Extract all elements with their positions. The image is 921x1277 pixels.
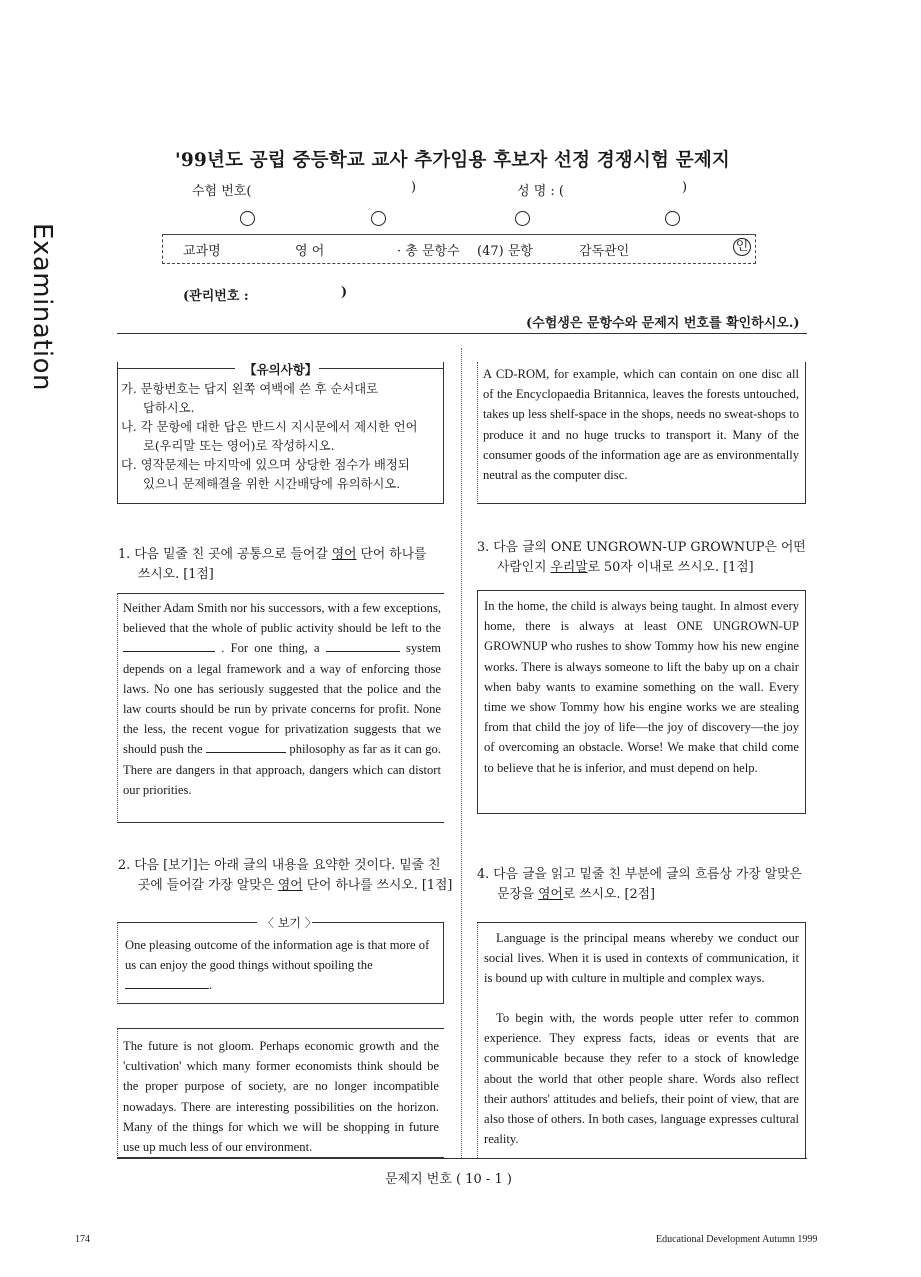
notes-item: 답하시오. — [143, 401, 195, 415]
question-2-instruction: 곳에 들어갈 가장 알맞은 영어 단어 하나를 쓰시오. [1점] — [138, 878, 453, 893]
circle-mark — [515, 211, 530, 226]
notes-rule — [117, 368, 235, 369]
circle-mark — [665, 211, 680, 226]
circle-mark — [371, 211, 386, 226]
question-3-prompt: 3. 다음 글의 ONE UNGROWN-UP GROWNUP은 어떤 — [477, 540, 806, 555]
notes-item: 나. 각 문항에 대한 답은 반드시 지시문에서 제시한 언어 — [121, 420, 418, 434]
notes-item: 로(우리말 또는 영어)로 작성하시오. — [143, 439, 335, 453]
exam-number-label: 수험 번호( — [192, 184, 252, 199]
notes-rule — [317, 368, 444, 369]
footer-divider — [117, 1158, 807, 1159]
management-number-label: (관리번호 : — [183, 289, 249, 304]
management-number-close: ) — [341, 285, 348, 300]
notes-heading: 【유의사항】 — [244, 362, 318, 377]
answer-blank — [326, 641, 400, 652]
name-label: 성 명 : ( — [517, 184, 564, 199]
exam-number-close: ) — [411, 180, 417, 195]
question-2-passage: The future is not gloom. Perhaps economic growth and the 'cultivation' which many former economists think should be the proper purpose of society, are no longer incompatible nowadays. There are interesting possibilities on the horizon. Many of the things for which we will be shopping in future use up much less of our environment. — [123, 1039, 439, 1155]
question-2-prompt: 2. 다음 [보기]는 아래 글의 내용을 요약한 것이다. 밑줄 친 — [118, 858, 441, 873]
question-1-prompt: 1. 다음 밑줄 친 곳에 공통으로 들어갈 영어 단어 하나를 — [118, 547, 427, 562]
question-3-passage: In the home, the child is always being taught. In almost every home, there is always at least ONE UNGROWN-UP GROWNUP who rushes to show Tommy how his new engine works. There is always someone to lift the baby up on a chair when baby wants to examine something on the wall. Every time we show Tommy how his engine works we are stealing from that child the joy of life—the joy of discovery—the joy of overcoming an obstacle. Worse! We make that child come to believe that he is inferior, and must depend on help. — [484, 599, 799, 775]
question-4-paragraph-1: Language is the principal means whereby we conduct our social lives. When it is used in contexts of communication, it is bound up with culture in multiple and complex ways. — [484, 931, 799, 986]
exam-info-bar — [162, 234, 756, 264]
question-4-instruction: 문장을 영어로 쓰시오. [2점] — [497, 887, 656, 902]
notes-item: 가. 문항번호는 답지 왼쪽 여백에 쓴 후 순서대로 — [121, 382, 378, 396]
subject-label: 교과명 — [183, 244, 221, 259]
circle-mark — [240, 211, 255, 226]
page-title: '99년도 공립 중등학교 교사 추가임용 후보자 선정 경쟁시험 문제지 — [175, 150, 730, 171]
question-3-instruction: 사람인지 우리말로 50자 이내로 쓰시오. [1점] — [497, 560, 754, 575]
subject-value: 영 어 — [295, 244, 325, 259]
continued-passage: A CD-ROM, for example, which can contain on one disc all of the Encyclopaedia Britannica, leaves the forests untouched, takes up less shelf-space in the shops, needs no sweat-shops to produce it and no huge trucks to transport it. Many of the consumer goods of the information age are as environmentally neutral as the computer disc. — [483, 367, 799, 483]
question-4-prompt: 4. 다음 글을 읽고 밑줄 친 부분에 글의 흐름상 가장 알맞은 — [477, 867, 802, 882]
example-label: 〈 보기 〉 — [262, 916, 317, 930]
total-questions-value: (47) 문항 — [477, 244, 533, 259]
check-notice: (수험생은 문항수와 문제지 번호를 확인하시오.) — [526, 316, 800, 331]
total-questions-label: · 총 문항수 — [397, 244, 460, 259]
notes-item: 다. 영작문제는 마지막에 있으며 상당한 점수가 배정되 — [121, 458, 410, 472]
header-divider — [117, 333, 807, 334]
column-divider — [461, 348, 462, 1158]
name-close: ) — [682, 180, 688, 195]
proctor-label: 감독관인 — [579, 244, 630, 259]
question-1-points: 쓰시오. [1점] — [138, 567, 214, 582]
notes-box — [117, 362, 444, 504]
question-4-paragraph-2: To begin with, the words people utter refer to common experience. They express facts, ideas or events that are communicable because they refer to a stock of knowledge about the world that other people share. Words also reflect their authors' attitudes and beliefs, their point of view, that are also those of others. In both cases, language expresses cultural reality. — [484, 1011, 799, 1147]
answer-blank — [206, 742, 286, 753]
answer-blank — [125, 978, 209, 989]
side-label: Examination — [27, 222, 57, 392]
answer-blank — [123, 641, 215, 652]
question-1-passage: Neither Adam Smith nor his successors, with a few exceptions, believed that the whole of public activity should be left to the . For one thing, a system depends on a legal framework and a way of enforcing those laws. No one has seriously suggested that the police and the law courts should be run by private concerns for profit. None the less, the recent vogue for privatization suggests that we should push the philosophy as far as it can go. There are dangers in that approach, dangers which can distort our priorities. — [123, 601, 441, 797]
example-text: One pleasing outcome of the information age is that more of us can enjoy the good things without spoiling the . — [125, 938, 430, 993]
page-number: 174 — [75, 1234, 90, 1245]
notes-item: 있으니 문제해결을 위한 시간배당에 유의하시오. — [143, 477, 401, 491]
publication-name: Educational Development Autumn 1999 — [656, 1234, 818, 1245]
stamp-icon: 인 — [733, 238, 751, 256]
sheet-number: 문제지 번호 ( 10 - 1 ) — [385, 1172, 512, 1187]
